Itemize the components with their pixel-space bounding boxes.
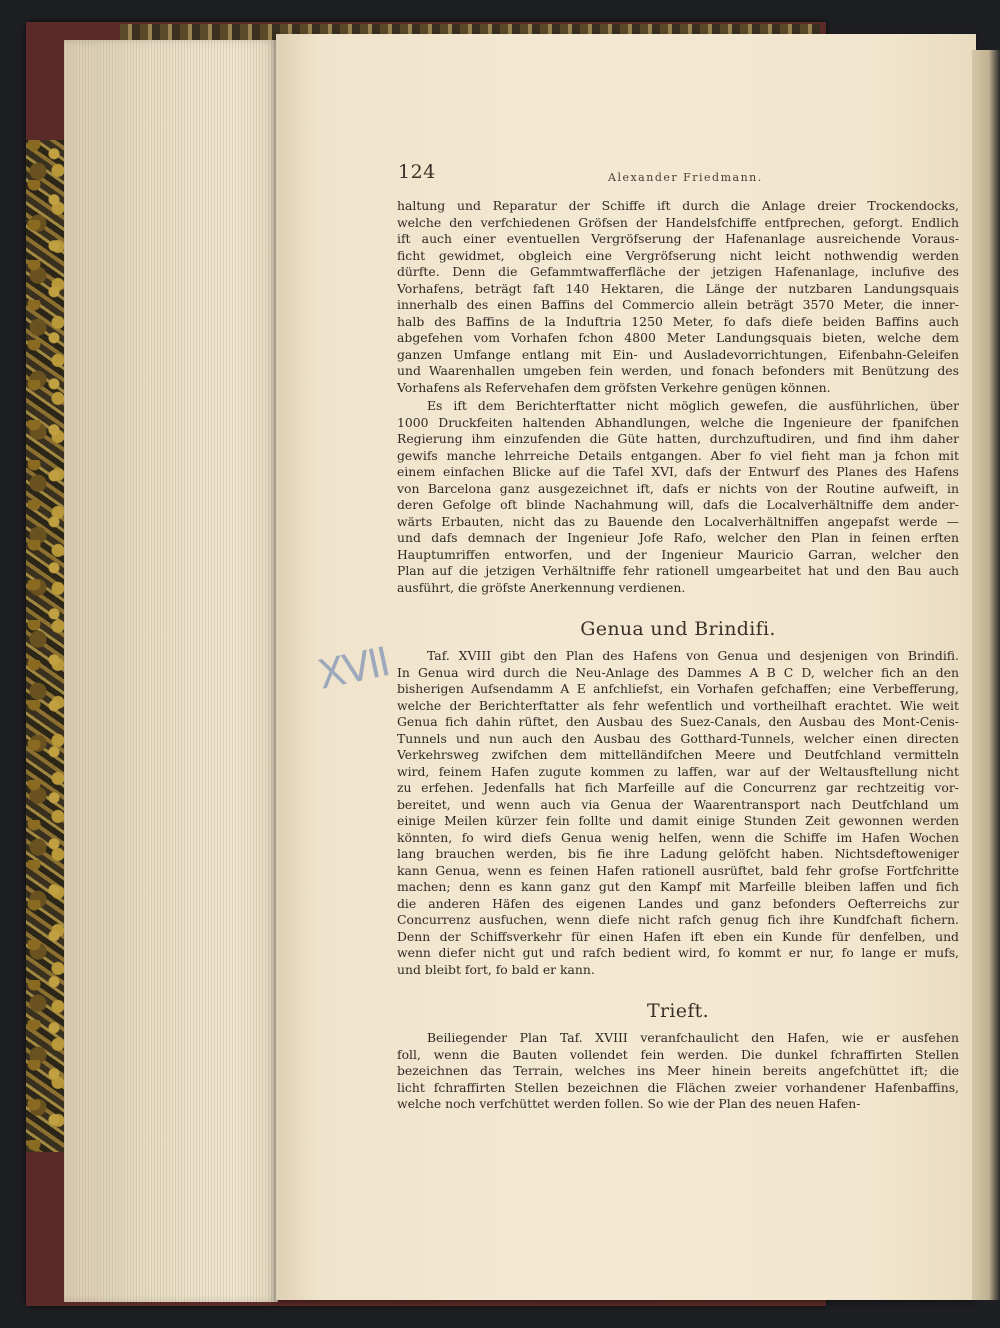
text-line: welche der Berichterftatter als fehr wefentlich und vortheilhaft erachtet. Wie weit bbox=[397, 697, 959, 713]
text-line: bisherigen Aufsendamm A E anfchliefst, ein Vorhafen gefchaffen; eine Verbefferung, bbox=[397, 681, 959, 696]
paragraph-2 bbox=[397, 398, 959, 596]
section-heading-genua: Genua und Brindifi. bbox=[580, 618, 776, 640]
text-line: und Waarenhallen umgeben fein werden, und fonach befonders mit Benützung des bbox=[397, 363, 959, 378]
text-line: Vorhafens als Refervehafen dem gröfsten Verkehre genügen können. bbox=[397, 379, 831, 395]
page-fore-edge bbox=[64, 40, 278, 1302]
text-line: Regierung ihm einzufenden die Güte hatten, durchzuftudiren, und find ihm daher bbox=[397, 431, 959, 446]
text-line: ganzen Umfange entlang mit Ein- und Ausladevorrichtungen, Eifenbahn-Geleifen bbox=[397, 346, 959, 362]
text-line: und dafs demnach der Ingenieur Jofe Rafo, welcher den Plan in feinen erften bbox=[397, 530, 959, 545]
section-heading-triest: Trieft. bbox=[647, 1000, 709, 1022]
text-line: haltung und Reparatur der Schiffe ift durch die Anlage dreier Trockendocks, bbox=[397, 198, 959, 213]
text-line: Taf. XVIII gibt den Plan des Hafens von Genua und desjenigen von Brindifi. bbox=[427, 648, 959, 663]
text-line: Plan auf die jetzigen Verhältniffe fehr rationell umgearbeitet hat und den Bau auch bbox=[397, 563, 959, 578]
text-line: Tunnels und nun auch den Ausbau des Gotthard-Tunnels, welcher einen directen bbox=[397, 730, 959, 746]
text-line: Genua fich dahin rüftet, den Ausbau des Suez-Canals, den Ausbau des Mont-Cenis- bbox=[397, 714, 959, 729]
paragraph-4 bbox=[397, 1030, 959, 1113]
text-line: dürfte. Denn die Gefammtwafferfläche der jetzigen Hafenanlage, inclufive des bbox=[397, 264, 959, 279]
text-line: bereitet, und wenn auch via Genua der Waarentransport nach Deutfchland um bbox=[397, 796, 959, 812]
text-line: lang brauchen werden, bis fie ihre Ladung gelöfcht haben. Nichtsdeftoweniger bbox=[397, 846, 959, 861]
text-line: Beiliegender Plan Taf. XVIII veranfchaulicht den Hafen, wie er ausfehen bbox=[427, 1030, 959, 1045]
text-line: von Barcelona ganz ausgezeichnet ift, dafs er nichts von der Routine aufweift, in bbox=[397, 480, 959, 496]
text-line: die anderen Häfen des eigenen Landes und ganz befonders Oefterreichs zur bbox=[397, 895, 959, 911]
text-line: welche den verfchiedenen Gröfsen der Handelsfchiffe entfprechen, geforgt. Endlich bbox=[397, 214, 959, 230]
text-line: foll, wenn die Bauten vollendet fein werden. Die dunkel fchraffirten Stellen bbox=[397, 1046, 959, 1062]
text-line: ausführt, die gröfste Anerkennung verdienen. bbox=[397, 579, 686, 595]
marbled-endpaper bbox=[26, 140, 66, 1152]
text-line: Denn der Schiffsverkehr für einen Hafen ift eben ein Kunde für denfelben, und bbox=[397, 928, 959, 944]
handwritten-margin-note: XVII bbox=[313, 639, 393, 699]
text-line: wärts Erbauten, nicht das zu Bauende den Localverhältniffen angepafst werde — bbox=[397, 513, 959, 529]
text-line: In Genua wird durch die Neu-Anlage des Dammes A B C D, welcher fich an den bbox=[397, 664, 959, 680]
text-line: welche noch verfchüttet werden follen. So wie der Plan des neuen Hafen- bbox=[397, 1096, 861, 1111]
paragraph-3 bbox=[397, 648, 959, 978]
text-line: kann Genua, wenn es feinen Hafen rationell ausrüftet, bald fehr grofse Fortfchritte bbox=[397, 862, 959, 878]
text-line: innerhalb des einen Baffins del Commercio allein beträgt 3570 Meter, die inner- bbox=[397, 297, 959, 312]
text-line: deren Gefolge oft blinde Nachahmung will, dafs die Localverhältniffe dem ander- bbox=[397, 497, 959, 512]
text-line: ficht gewidmet, obgleich eine Vergröfserung nicht leicht nothwendig werden bbox=[397, 247, 959, 263]
text-line: machen; denn es kann ganz gut den Kampf mit Marfeille bleiben laffen und fich bbox=[397, 879, 959, 894]
text-line: wird, feinem Hafen zugute kommen zu laffen, war auf der Weltausftellung nicht bbox=[397, 763, 959, 779]
text-line: wenn diefer nicht gut und rafch bedient wird, fo kommt er nur, fo lange er mufs, bbox=[397, 945, 959, 960]
text-line: könnten, fo wird diefs Genua wenig helfen, wenn die Schiffe im Hafen Wochen bbox=[397, 829, 959, 845]
text-line: zu erfehen. Jedenfalls hat fich Marfeille auf die Concurrenz gar rechtzeitig vor- bbox=[397, 780, 959, 795]
text-line: Concurrenz ausfuchen, wenn diefe nicht rafch genug fich ihre Kundfchaft fichern. bbox=[397, 912, 959, 927]
text-line: Vorhafens, beträgt faft 140 Hektaren, die Länge der nutzbaren Landungsquais bbox=[397, 280, 959, 296]
text-line: einem einfachen Blicke auf die Tafel XVI, dafs der Entwurf des Planes des Hafens bbox=[397, 464, 959, 479]
text-line: Hauptumriffen entworfen, und der Ingenieur Mauricio Garran, welcher den bbox=[397, 546, 959, 562]
paragraph-1 bbox=[397, 198, 959, 396]
text-line: halb des Baffins de la Induftria 1250 Meter, fo dafs diefe beiden Baffins auch bbox=[397, 313, 959, 329]
page-number: 124 bbox=[398, 161, 436, 183]
text-line: ift auch einer eventuellen Vergröfserung der Hafenanlage ausreichende Voraus- bbox=[397, 231, 959, 246]
text-line: licht fchraffirten Stellen bezeichnen die Flächen zweier vorhandener Hafenbaffins, bbox=[397, 1079, 959, 1095]
text-line: Es ift dem Berichterftatter nicht möglich gewefen, die ausführlichen, über bbox=[427, 398, 959, 413]
text-line: einige Meilen kürzer fein follte und damit einige Stunden Zeit gewonnen werden bbox=[397, 813, 959, 828]
running-head: Alexander Friedmann. bbox=[608, 171, 763, 184]
page-gutter-edge bbox=[972, 50, 1000, 1300]
text-line: bezeichnen das Terrain, welches ins Meer hinein bereits angefchüttet ift; die bbox=[397, 1063, 959, 1078]
page-header bbox=[398, 161, 958, 191]
text-line: 1000 Druckfeiten haltenden Abhandlungen, welche die Ingenieure der fpanifchen bbox=[397, 414, 959, 430]
text-line: Verkehrsweg zwifchen dem mittelländifchen Meere und Deutfchland vermitteln bbox=[397, 747, 959, 762]
text-line: gewifs manche lehrreiche Details entgangen. Aber fo viel fieht man ja fchon mit bbox=[397, 447, 959, 463]
text-line: abgefehen vom Vorhafen fchon 4800 Meter Landungsquais bieten, welche dem bbox=[397, 330, 959, 345]
text-line: und bleibt fort, fo bald er kann. bbox=[397, 961, 595, 977]
